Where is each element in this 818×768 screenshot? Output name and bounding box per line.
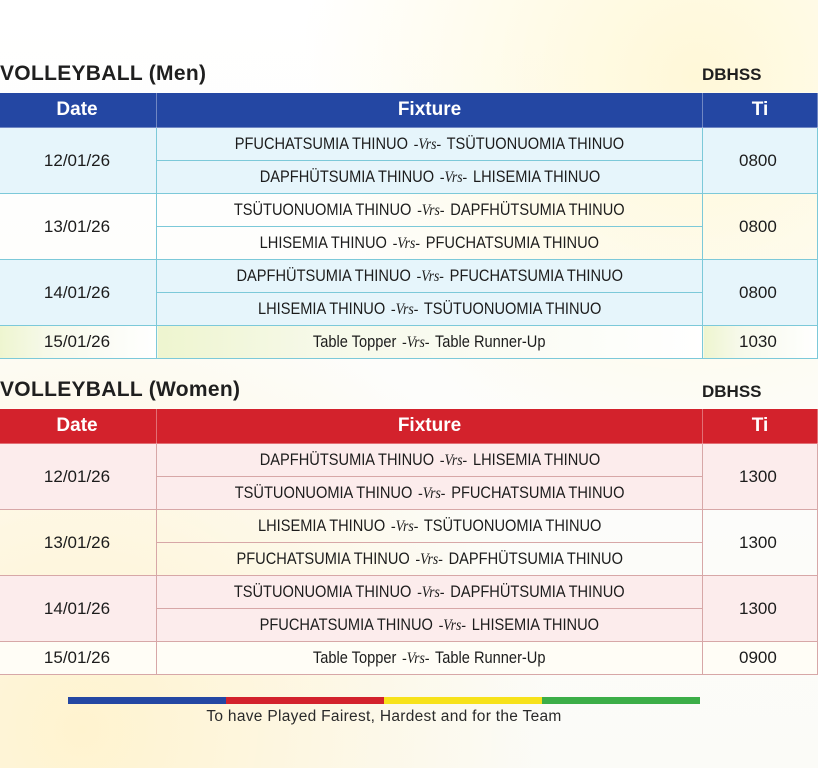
- stripe-blue: [68, 697, 226, 704]
- match-time: 1300: [703, 444, 818, 510]
- fixture-cell: PFUCHATSUMIA THINUO -Vrs- DAPFHÜTSUMIA THINUO: [157, 543, 703, 576]
- date-header: Date: [0, 409, 157, 444]
- women-venue: DBHSS: [702, 382, 762, 401]
- fixture-cell: TSÜTUONUOMIA THINUO -Vrs- DAPFHÜTSUMIA THINUO: [157, 576, 703, 609]
- table-row: [0, 510, 818, 543]
- final-fixture: Table Topper -Vrs- Table Runner-Up: [157, 326, 703, 359]
- table-row: [0, 194, 818, 227]
- match-date: 13/01/26: [0, 510, 157, 576]
- men-schedule-table: [0, 92, 818, 359]
- stripe-red: [226, 697, 384, 704]
- match-date: 12/01/26: [0, 128, 157, 194]
- match-date: 14/01/26: [0, 576, 157, 642]
- women-header-row: [0, 409, 818, 444]
- fixture-header: Fixture: [157, 93, 703, 128]
- match-time: 0800: [703, 194, 818, 260]
- fixture-cell: PFUCHATSUMIA THINUO -Vrs- TSÜTUONUOMIA THINUO: [157, 128, 703, 161]
- match-time: 0800: [703, 128, 818, 194]
- women-section-title: VOLLEYBALL (Women): [0, 378, 241, 401]
- time-header: Ti: [703, 409, 818, 444]
- fixture-cell: TSÜTUONUOMIA THINUO -Vrs- PFUCHATSUMIA THINUO: [157, 477, 703, 510]
- final-date: 15/01/26: [0, 642, 157, 675]
- match-time: 1300: [703, 510, 818, 576]
- match-date: 13/01/26: [0, 194, 157, 260]
- match-time: 1300: [703, 576, 818, 642]
- table-row: [0, 444, 818, 477]
- fixture-cell: DAPFHÜTSUMIA THINUO -Vrs- PFUCHATSUMIA THINUO: [157, 260, 703, 293]
- match-date: 14/01/26: [0, 260, 157, 326]
- final-row: [0, 326, 818, 359]
- fixture-header: Fixture: [157, 409, 703, 444]
- men-header-row: [0, 93, 818, 128]
- final-row: [0, 642, 818, 675]
- final-date: 15/01/26: [0, 326, 157, 359]
- table-row: [0, 576, 818, 609]
- date-header: Date: [0, 93, 157, 128]
- men-section-title: VOLLEYBALL (Men): [0, 62, 207, 85]
- stripe-green: [542, 697, 700, 704]
- final-time: 0900: [703, 642, 818, 675]
- tagline: To have Played Fairest, Hardest and for the Team: [206, 708, 562, 725]
- fixture-cell: LHISEMIA THINUO -Vrs- TSÜTUONUOMIA THINUO: [157, 510, 703, 543]
- table-row: [0, 260, 818, 293]
- final-fixture: Table Topper -Vrs- Table Runner-Up: [157, 642, 703, 675]
- time-header: Ti: [703, 93, 818, 128]
- women-schedule-table: [0, 408, 818, 675]
- stripe-yellow: [384, 697, 542, 704]
- fixture-cell: DAPFHÜTSUMIA THINUO -Vrs- LHISEMIA THINUO: [157, 161, 703, 194]
- final-time: 1030: [703, 326, 818, 359]
- color-stripe: [68, 697, 700, 704]
- fixture-cell: TSÜTUONUOMIA THINUO -Vrs- DAPFHÜTSUMIA THINUO: [157, 194, 703, 227]
- fixture-cell: DAPFHÜTSUMIA THINUO -Vrs- LHISEMIA THINUO: [157, 444, 703, 477]
- men-venue: DBHSS: [702, 65, 762, 84]
- match-time: 0800: [703, 260, 818, 326]
- fixture-cell: LHISEMIA THINUO -Vrs- TSÜTUONUOMIA THINUO: [157, 293, 703, 326]
- match-date: 12/01/26: [0, 444, 157, 510]
- fixture-cell: PFUCHATSUMIA THINUO -Vrs- LHISEMIA THINUO: [157, 609, 703, 642]
- table-row: [0, 128, 818, 161]
- fixture-cell: LHISEMIA THINUO -Vrs- PFUCHATSUMIA THINUO: [157, 227, 703, 260]
